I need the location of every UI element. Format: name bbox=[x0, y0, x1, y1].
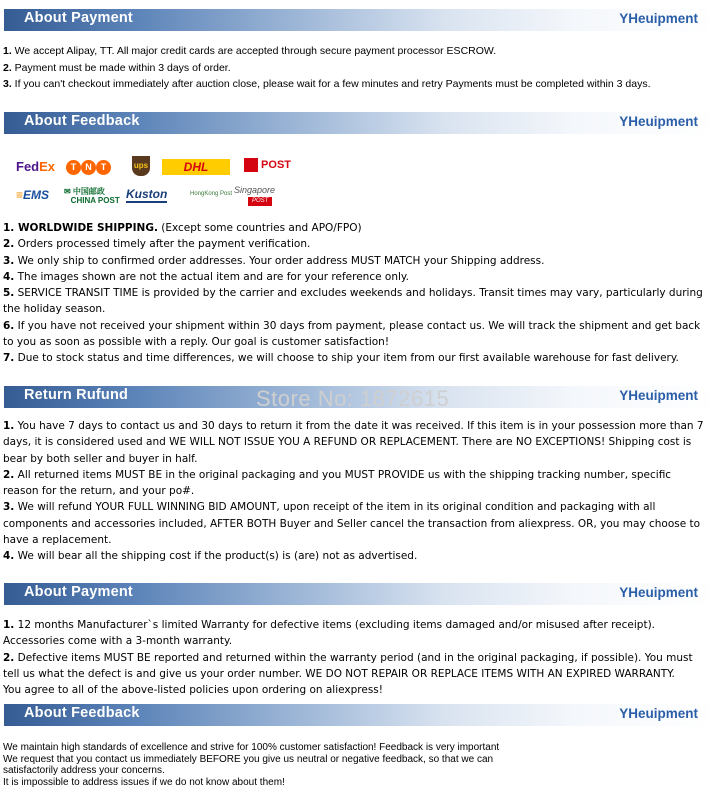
list-item-continuation: components and accessories included, AFTER BOTH Buyer and Seller cancel the transaction from aliexpress. OR, you may choose to bbox=[3, 517, 701, 530]
section-title: About Feedback bbox=[24, 705, 140, 721]
list-item: 4. The images shown are not the actual item and are for your reference only. bbox=[3, 270, 409, 283]
brand-label: YHeuipment bbox=[619, 706, 698, 721]
ups-logo: ups bbox=[132, 156, 150, 176]
list-item-continuation: reason for the return, and your po#. bbox=[3, 485, 195, 498]
shipping-carrier-logos bbox=[14, 155, 314, 215]
section-title: About Payment bbox=[24, 584, 133, 600]
paragraph-line: We maintain high standards of excellence and strive for 100% customer satisfaction! Feedback is very important bbox=[3, 742, 500, 753]
list-item: 6. If you have not received your shipment within 30 days from payment, please contact us. We will track the shipment and get back bbox=[3, 319, 701, 332]
hongkong-post-logo: HongKong Post bbox=[190, 191, 233, 197]
paragraph-line: We request that you contact us immediately BEFORE you give us neutral or negative feedback, so that we can bbox=[3, 753, 494, 765]
list-item-continuation: You agree to all of the above-listed policies upon ordering on aliexpress! bbox=[3, 684, 383, 697]
section-title: About Feedback bbox=[24, 113, 140, 129]
fedex-logo: FedEx bbox=[16, 159, 56, 174]
warranty-policy-list bbox=[3, 617, 715, 698]
list-item: 7. Due to stock status and time differences, we will choose to ship your item from our first available warehouse for fast delivery. bbox=[3, 352, 679, 365]
list-item-continuation: have a replacement. bbox=[3, 534, 112, 547]
brand-label: YHeuipment bbox=[619, 114, 698, 129]
tnt-logo: T N T bbox=[66, 158, 111, 175]
list-item-continuation: the holiday season. bbox=[3, 303, 106, 316]
store-watermark: Store No: 1872615 bbox=[256, 386, 450, 411]
section-header-feedback-2 bbox=[4, 704, 716, 726]
list-item: 3. We only ship to confirmed order addresses. Your order address MUST MATCH your Shipping address. bbox=[3, 254, 545, 267]
list-item: 1. 12 months Manufacturer`s limited Warranty for defective items (excluding items damaged and/or misused after receipt). bbox=[3, 619, 656, 631]
refund-policy-list bbox=[3, 418, 715, 565]
list-item-continuation: days, it is considered used and WE WILL NOT ISSUE YOU A REFUND OR REPLACEMENT. There are NO EXCEPTIONS! Shipping cost is bbox=[3, 436, 692, 449]
payment-terms-list bbox=[3, 43, 715, 93]
section-header-payment bbox=[4, 9, 716, 31]
singapore-post-logo: Singapore POST bbox=[234, 185, 276, 204]
section-header-warranty bbox=[4, 583, 716, 605]
list-item: 1. We accept Alipay, TT. All major credit cards are accepted through secure payment processor ESCROW. bbox=[3, 45, 497, 57]
dhl-logo: DHL bbox=[162, 159, 230, 175]
kuston-logo: Kuston bbox=[126, 187, 168, 201]
list-item: 4. We will bear all the shipping cost if the product(s) is (are) not as advertised. bbox=[3, 550, 418, 563]
feedback-statement bbox=[3, 742, 563, 788]
brand-label: YHeuipment bbox=[619, 388, 698, 403]
shipping-policy-list bbox=[3, 220, 715, 367]
list-item-continuation: tell us what the defect is and give us your order number. WE DO NOT REPAIR OR REPLACE ITEMS WITH AN EXPIRED WARRANTY. bbox=[3, 667, 675, 680]
section-title: About Payment bbox=[24, 10, 133, 26]
brand-label: YHeuipment bbox=[619, 585, 698, 600]
post-logo: POST bbox=[244, 158, 291, 172]
paragraph-line: satisfactorily address your concerns. bbox=[3, 765, 165, 776]
list-item: 3. We will refund YOUR FULL WINNING BID AMOUNT, upon receipt of the item in its original condition and packaging with all bbox=[3, 501, 656, 514]
list-item: 2. All returned items MUST BE in the original packaging and you MUST PROVIDE us with the shipping tracking number, specific bbox=[3, 468, 672, 481]
list-item: 2. Defective items MUST BE reported and returned within the warranty period (and in the original packaging, if possible). You must bbox=[3, 651, 693, 664]
list-item: 2. Orders processed timely after the payment verification. bbox=[3, 238, 311, 251]
list-item-continuation: Accessories come with a 3-month warranty. bbox=[3, 635, 233, 648]
list-item-continuation: bear by both seller and buyer in half. bbox=[3, 452, 198, 465]
brand-label: YHeuipment bbox=[619, 11, 698, 26]
list-item: 5. SERVICE TRANSIT TIME is provided by the carrier and excludes weekends and holidays. Transit times may vary, particularly during bbox=[3, 287, 703, 300]
list-item-continuation: to you as soon as possible with a reply. Our goal is customer satisfaction! bbox=[3, 336, 390, 349]
list-item: 2. Payment must be made within 3 days of order. bbox=[3, 61, 231, 74]
section-title: Return Rufund bbox=[24, 387, 129, 403]
paragraph-line: It is impossible to address issues if we do not know about them! bbox=[3, 776, 285, 788]
ems-logo: ≡EMS bbox=[16, 188, 50, 202]
section-header-feedback bbox=[4, 112, 716, 134]
list-item: 3. If you can't checkout immediately after auction close, please wait for a few minutes and retry Payments must be completed within 3 days. bbox=[3, 78, 651, 90]
list-item: 1. You have 7 days to contact us and 30 days to return it from the date it was received. If this item is in your possession more than 7 bbox=[3, 420, 704, 432]
china-post-logo: ✉ 中国邮政 CHINA POST bbox=[64, 187, 120, 205]
list-item: 1. WORLDWIDE SHIPPING. (Except some countries and APO/FPO) bbox=[3, 222, 362, 234]
